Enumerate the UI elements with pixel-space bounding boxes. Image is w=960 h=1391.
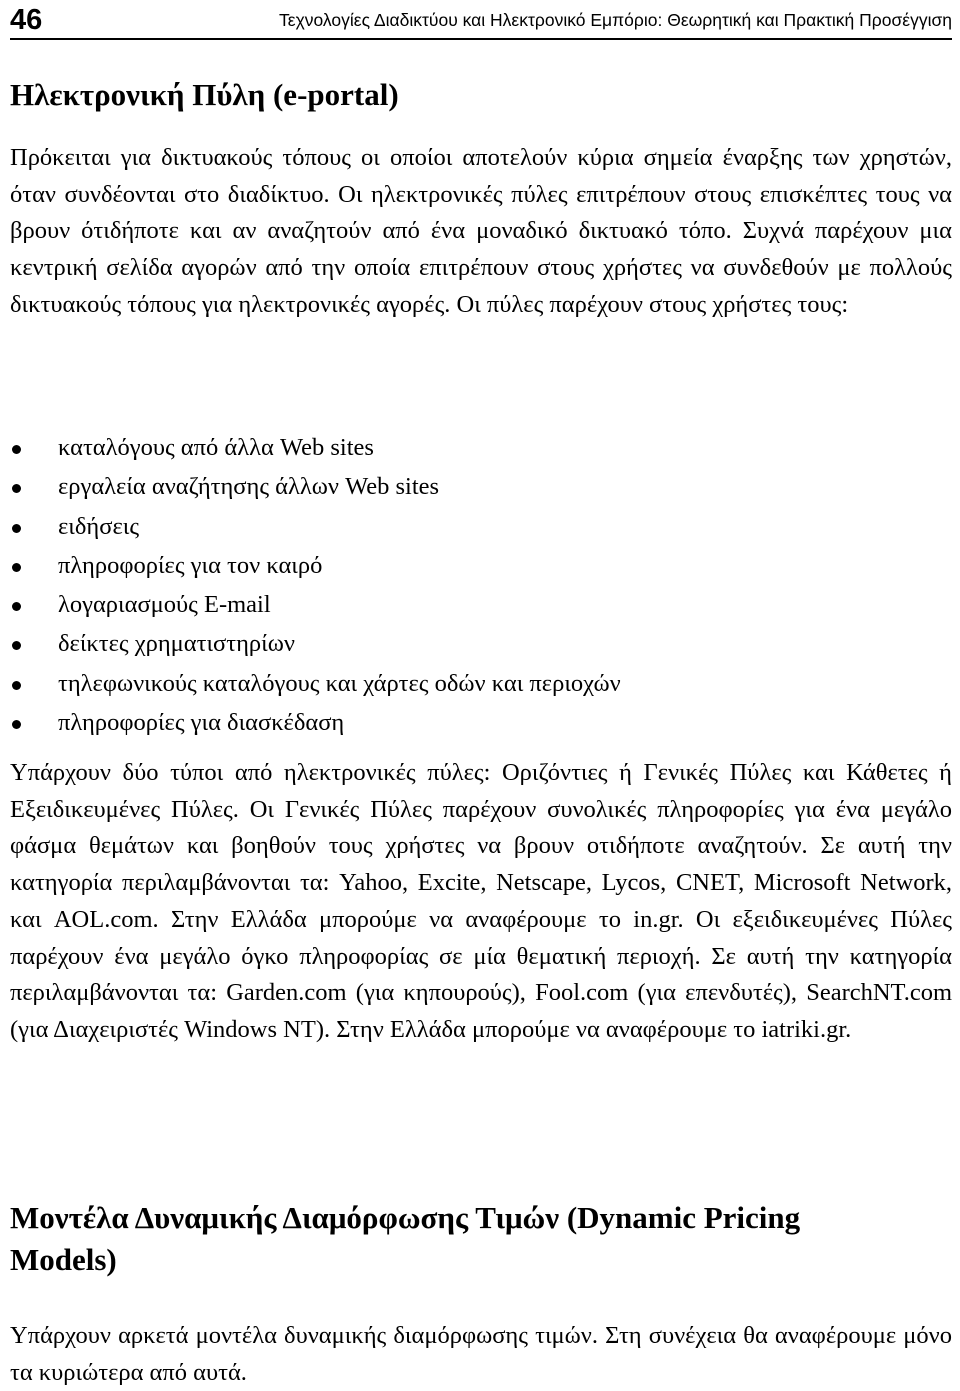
bullet-icon — [12, 720, 21, 729]
dynamic-pricing-paragraph: Υπάρχουν αρκετά μοντέλα δυναμικής διαμόρφωσης τιμών. Στη συνέχεια θα αναφέρουμε μόνο τα κυριώτερα από αυτά. — [10, 1322, 952, 1386]
bullet-icon — [12, 524, 21, 533]
list-item-text: καταλόγους από άλλα Web sites — [58, 434, 374, 461]
bullet-icon — [12, 602, 21, 611]
page-header — [10, 4, 952, 40]
section-heading-e-portal: Ηλεκτρονική Πύλη (e-portal) — [10, 77, 399, 112]
page-number: 46 — [10, 4, 43, 36]
bullet-icon — [12, 484, 21, 493]
list-item — [10, 428, 952, 467]
list-item — [10, 664, 952, 703]
list-item — [10, 703, 952, 742]
list-item-text: τηλεφωνικούς καταλόγους και χάρτες οδών και περιοχών — [58, 669, 621, 697]
list-item-text: πληροφορίες για διασκέδαση — [58, 709, 345, 737]
list-item — [10, 467, 952, 506]
section-heading-dynamic-pricing: Μοντέλα Δυναμικής Διαμόρφωσης Τιμών (Dynamic Pricing Models) — [10, 1200, 801, 1277]
list-item-text: εργαλεία αναζήτησης άλλων Web sites — [58, 473, 440, 501]
list-item — [10, 585, 952, 624]
list-item — [10, 624, 952, 663]
list-item-text: δείκτες χρηματιστηρίων — [58, 630, 295, 658]
list-item-text: πληροφορίες για τον καιρό — [58, 551, 323, 579]
bullet-icon — [12, 563, 21, 572]
bullet-icon — [12, 681, 21, 690]
list-item — [10, 546, 952, 585]
running-title: Τεχνολογίες Διαδικτύου και Ηλεκτρονικό Εμπόριο: Θεωρητική και Πρακτική Προσέγγιση — [279, 10, 952, 30]
intro-paragraph: Πρόκειται για δικτυακούς τόπους οι οποίοι αποτελούν κύρια σημεία έναρξης των χρηστών, όταν συνδέονται στο διαδίκτυο. Οι ηλεκτρονικές πύλες επιτρέπουν στους επισκέπτες τους να βρουν ότιδήποτε και αν αναζητούν από ένα μοναδικό δικτυακό τόπο. Συχνά παρέχουν μια κεντρική σελίδα αγορών από την οποία επιτρέπουν στους χρήστες να συνδεθούν με πολλούς δικτυακούς τόπους για ηλεκτρονικές αγορές. Οι πύλες παρέχουν στους χρήστες τους: — [10, 144, 952, 318]
bullet-icon — [12, 445, 21, 454]
bullet-icon — [12, 641, 21, 650]
portal-features-list — [10, 428, 952, 742]
list-item-text: λογαριασμούς E-mail — [58, 591, 271, 619]
list-item — [10, 507, 952, 546]
list-item-text: ειδήσεις — [58, 512, 140, 540]
portal-types-paragraph: Υπάρχουν δύο τύποι από ηλεκτρονικές πύλες: Οριζόντιες ή Γενικές Πύλες και Κάθετες ή Εξειδικευμένες Πύλες. Οι Γενικές Πύλες παρέχουν συνολικές πληροφορίες για ένα μεγάλο φάσμα θεμάτων και βοηθούν τους χρήστες να βρουν οτιδήποτε αναζητούν. Σε αυτή την κατηγορία περιλαμβάνονται τα: Yahoo, Excite, Netscape, Lycos, CNET, Microsoft Network, και AOL.com. Στην Ελλάδα μπορούμε να αναφέρουμε το in.gr. Οι εξειδικευμένες Πύλες παρέχουν ένα μεγάλο όγκο πληροφορίας σε μία θεματική περιοχή. Σε αυτή την κατηγορία περιλαμβάνονται τα: Garden.com (για κηπουρούς), Fool.com (για επενδυτές), SearchNT.com (για Διαχειριστές Windows NT). Στην Ελλάδα μπορούμε να αναφέρουμε το iatriki.gr. — [10, 759, 952, 1043]
